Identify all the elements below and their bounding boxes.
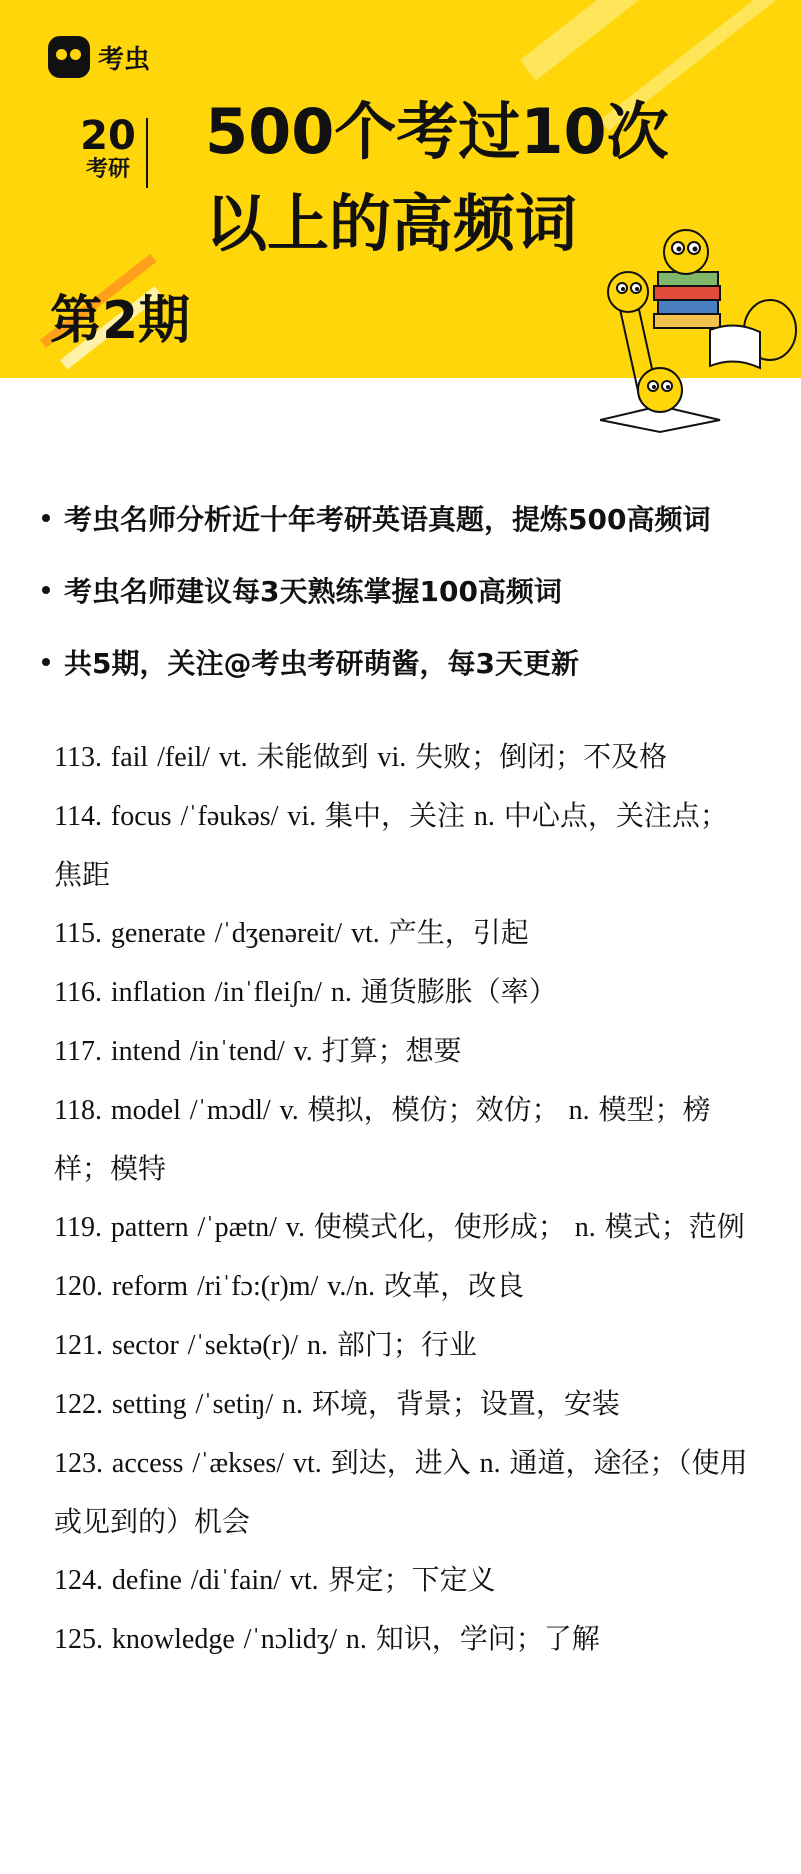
entry-meaning: 未能做到 [256, 740, 369, 773]
entry-number: 113. [54, 742, 102, 773]
entry-pos: vt. [218, 742, 248, 773]
entry-word: model [110, 1095, 181, 1126]
entry-pos: n. [330, 977, 352, 1008]
vocab-entry [54, 1257, 754, 1316]
entry-pos: n. [282, 1389, 304, 1420]
entry-phonetic: /diˈfain/ [190, 1565, 281, 1596]
entry-word: knowledge [111, 1624, 235, 1655]
entry-meaning: 模拟，模仿；效仿； [307, 1093, 560, 1126]
vocab-entry [54, 1551, 754, 1610]
bug-logo-icon [48, 36, 90, 78]
brand-name: 考虫 [98, 44, 151, 75]
vocab-entry [54, 1198, 754, 1257]
vocab-entry [54, 1434, 754, 1551]
entry-pos: v. [285, 1212, 305, 1243]
title-line-1: 500个考过10次 [205, 95, 669, 168]
entry-word: sector [111, 1330, 179, 1361]
vocab-entry [54, 1022, 754, 1081]
entry-pos: vt. [289, 1565, 319, 1596]
bullet-text: 考虫名师分析近十年考研英语真题，提炼500高频词 [64, 503, 711, 536]
entry-word: focus [110, 801, 172, 832]
vocab-entry [54, 728, 754, 787]
entry-meaning: 中心点，关注点；焦距 [54, 799, 728, 891]
entry-meaning: 界定；下定义 [327, 1563, 496, 1596]
vocab-entry [54, 1375, 754, 1434]
year-number: 20 [80, 113, 136, 159]
entry-meaning: 模式；范例 [604, 1210, 745, 1243]
entry-phonetic: /ˈækses/ [192, 1448, 285, 1479]
vocab-entry [54, 1610, 754, 1669]
mascot-illustration [600, 210, 800, 440]
entry-phonetic: /feil/ [157, 742, 210, 773]
word-list [54, 728, 754, 1669]
bullet-text: 考虫名师建议每3天熟练掌握100高频词 [64, 575, 562, 608]
entry-pos: vt. [351, 918, 380, 949]
entry-pos: vt. [293, 1448, 322, 1479]
entry-pos: v. [293, 1036, 313, 1067]
entry-number: 114. [54, 801, 102, 832]
bullet-text: 共5期，关注@考虫考研萌酱，每3天更新 [64, 647, 579, 680]
entry-pos: vi. [377, 742, 407, 773]
entry-meaning: 集中，关注 [325, 799, 466, 832]
entry-number: 122. [54, 1389, 103, 1420]
entry-phonetic: /ˈnɔlidʒ/ [243, 1624, 337, 1655]
bullet-item [42, 554, 782, 626]
entry-meaning: 产生，引起 [388, 916, 529, 949]
bullet-dot-icon [42, 586, 50, 594]
entry-number: 116. [54, 977, 102, 1008]
entry-word: access [111, 1448, 184, 1479]
entry-pos: v./n. [327, 1271, 376, 1302]
entry-word: fail [110, 742, 149, 773]
entry-number: 123. [54, 1448, 103, 1479]
vocab-entry [54, 904, 754, 963]
entry-pos: v. [279, 1095, 299, 1126]
entry-word: pattern [110, 1212, 189, 1243]
entry-meaning: 模型；榜样；模特 [54, 1093, 711, 1185]
entry-meaning: 通货膨胀（率） [360, 975, 557, 1008]
entry-phonetic: /ˈsetiŋ/ [195, 1389, 274, 1420]
entry-number: 118. [54, 1095, 102, 1126]
entry-pos: n. [568, 1095, 590, 1126]
year-badge [78, 113, 138, 184]
vocab-entry [54, 787, 754, 904]
entry-meaning: 打算；想要 [321, 1034, 462, 1067]
entry-meaning: 知识，学问；了解 [375, 1622, 600, 1655]
entry-number: 115. [54, 918, 102, 949]
entry-meaning: 部门；行业 [336, 1328, 477, 1361]
exam-label: 考研 [85, 157, 130, 182]
bullet-dot-icon [42, 514, 50, 522]
entry-pos: n. [479, 1448, 501, 1479]
brand-logo [48, 36, 150, 78]
issue-label: 第2期 [50, 291, 191, 351]
entry-number: 125. [54, 1624, 103, 1655]
entry-word: reform [111, 1271, 189, 1302]
entry-pos: n. [306, 1330, 328, 1361]
entry-phonetic: /riˈfɔ:(r)m/ [197, 1271, 319, 1302]
entry-phonetic: /inˈtend/ [189, 1036, 285, 1067]
entry-word: inflation [110, 977, 206, 1008]
entry-meaning: 使模式化，使形成； [313, 1210, 566, 1243]
bullet-dot-icon [42, 658, 50, 666]
entry-phonetic: /ˈsektə(r)/ [187, 1330, 299, 1361]
entry-pos: n. [473, 801, 495, 832]
entry-pos: n. [574, 1212, 596, 1243]
entry-number: 120. [54, 1271, 103, 1302]
entry-meaning: 环境，背景；设置，安装 [311, 1387, 620, 1420]
entry-number: 119. [54, 1212, 102, 1243]
entry-phonetic: /ˈdʒenəreit/ [214, 918, 343, 949]
entry-phonetic: /ˈfəukəs/ [180, 801, 279, 832]
entry-phonetic: /inˈfleiʃn/ [214, 977, 322, 1008]
entry-meaning: 通道，途径；（使用或见到的）机会 [54, 1446, 748, 1538]
vocab-entry [54, 1316, 754, 1375]
entry-number: 124. [54, 1565, 103, 1596]
entry-number: 121. [54, 1330, 103, 1361]
entry-phonetic: /ˈpætn/ [197, 1212, 277, 1243]
entry-word: generate [110, 918, 206, 949]
entry-meaning: 到达，进入 [330, 1446, 471, 1479]
entry-word: setting [111, 1389, 187, 1420]
entry-meaning: 改革，改良 [384, 1269, 525, 1302]
title-line-2: 以上的高频词 [205, 187, 578, 260]
entry-meaning: 失败；倒闭；不及格 [415, 740, 668, 773]
vocab-entry [54, 1081, 754, 1198]
entry-pos: vi. [287, 801, 317, 832]
bullet-item [42, 626, 782, 698]
intro-bullets [42, 482, 782, 698]
entry-phonetic: /ˈmɔdl/ [189, 1095, 271, 1126]
entry-pos: n. [345, 1624, 367, 1655]
divider [146, 118, 148, 188]
entry-word: intend [110, 1036, 181, 1067]
entry-word: define [111, 1565, 182, 1596]
vocab-entry [54, 963, 754, 1022]
bullet-item [42, 482, 782, 554]
entry-number: 117. [54, 1036, 102, 1067]
